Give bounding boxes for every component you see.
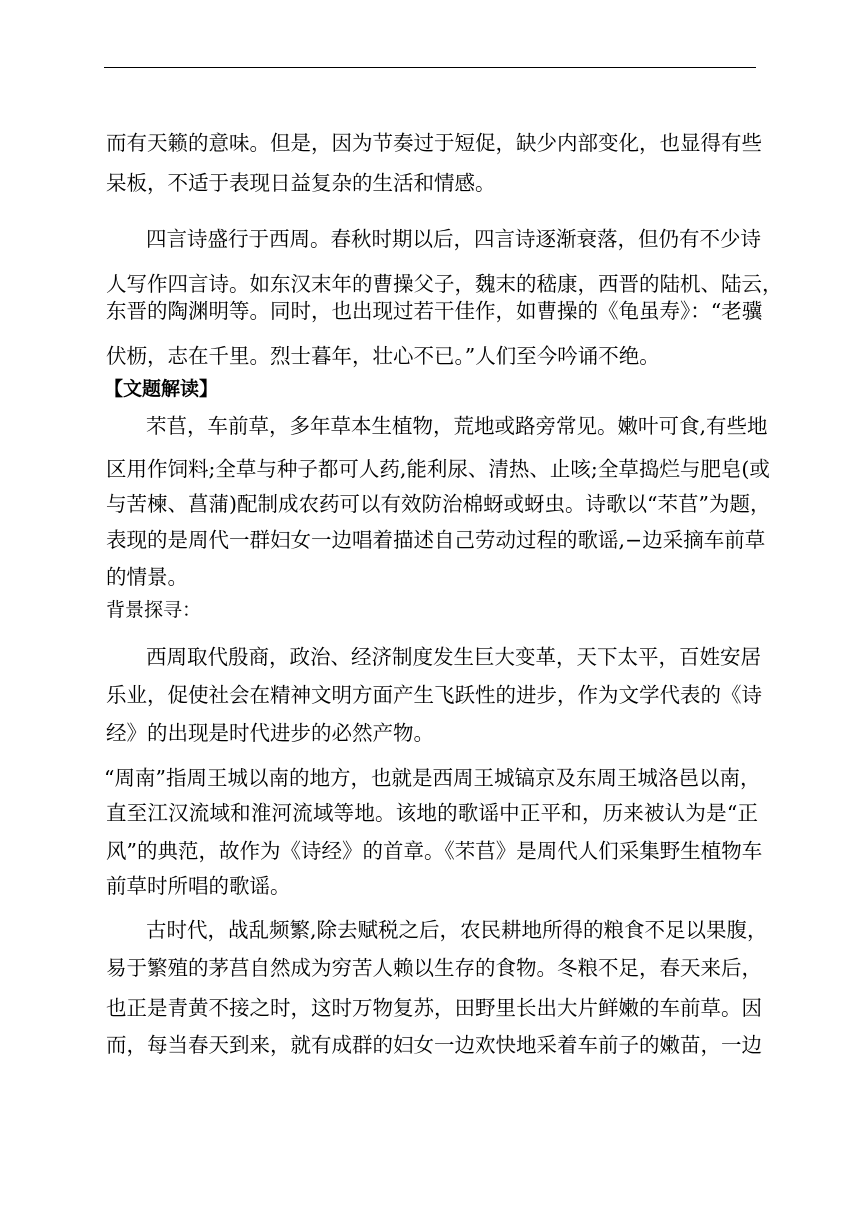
text-line: 乐业，促使社会在精神文明方面产生飞跃性的进步，作为文学代表的《诗 <box>106 683 762 707</box>
text-line: 直至江汉流域和淮河流域等地。该地的歌谣中正平和，历来被认为是“正 <box>106 801 758 825</box>
section-label: 背景探寻： <box>106 599 202 621</box>
text-line: 古时代，战乱频繁,除去赋税之后，农民耕地所得的粮食不足以果腹， <box>146 918 768 942</box>
text-line: 伏枥，志在千里。烈士暮年，壮心不已。”人们至今吟诵不绝。 <box>106 344 660 368</box>
header-rule <box>104 67 756 68</box>
text-line: 前草时所唱的歌谣。 <box>106 874 291 898</box>
text-line: 芣苢，车前草，多年草本生植物，荒地或路旁常见。嫩叶可食,有些地 <box>146 414 768 438</box>
text-line: 也正是青黄不接之时，这时万物复苏，田野里长出大片鲜嫩的车前草。因 <box>106 996 762 1020</box>
text-line: “周南”指周王城以南的地方，也就是西周王城镐京及东周王城洛邑以南， <box>104 766 761 790</box>
text-line: 区用作饲料;全草与种子都可人药,能利尿、清热、止咳;全草捣烂与肥皂(或 <box>106 457 770 481</box>
text-line: 而有天籁的意味。但是，因为节奏过于短促，缺少内部变化，也显得有些 <box>106 131 762 155</box>
text-line: 呆板，不适于表现日益复杂的生活和情感。 <box>106 171 496 195</box>
text-line: 风”的典范，故作为《诗经》的首章。《芣苢》是周代人们采集野生植物车 <box>106 839 763 863</box>
text-line: 与苦楝、菖蒲)配制成农药可以有效防治棉蚜或蚜虫。诗歌以“芣苢”为题， <box>106 492 771 516</box>
text-line: 人写作四言诗。如东汉末年的曹操父子，魏末的嵇康，西晋的陆机、陆云， <box>106 272 783 296</box>
section-heading: 【文题解读】 <box>104 378 219 400</box>
text-line: 的情景。 <box>106 565 188 589</box>
text-line: 表现的是周代一群妇女一边唱着描述自己劳动过程的歌谣,−边采摘车前草 <box>106 528 766 552</box>
text-line: 四言诗盛行于西周。春秋时期以后，四言诗逐渐衰落，但仍有不少诗 <box>146 227 761 251</box>
text-line: 经》的出现是时代进步的必然产物。 <box>106 721 434 745</box>
text-line: 易于繁殖的茅莒自然成为穷苦人赖以生存的食物。冬粮不足，春天来后， <box>106 956 762 980</box>
text-line: 东晋的陶渊明等。同时，也出现过若干佳作，如曹操的《龟虽寿》：“老骥 <box>106 299 763 323</box>
text-line: 而，每当春天到来，就有成群的妇女一边欢快地采着车前子的嫩苗，一边 <box>106 1033 762 1057</box>
text-line: 西周取代殷商，政治、经济制度发生巨大变革，天下太平，百姓安居 <box>146 645 761 669</box>
